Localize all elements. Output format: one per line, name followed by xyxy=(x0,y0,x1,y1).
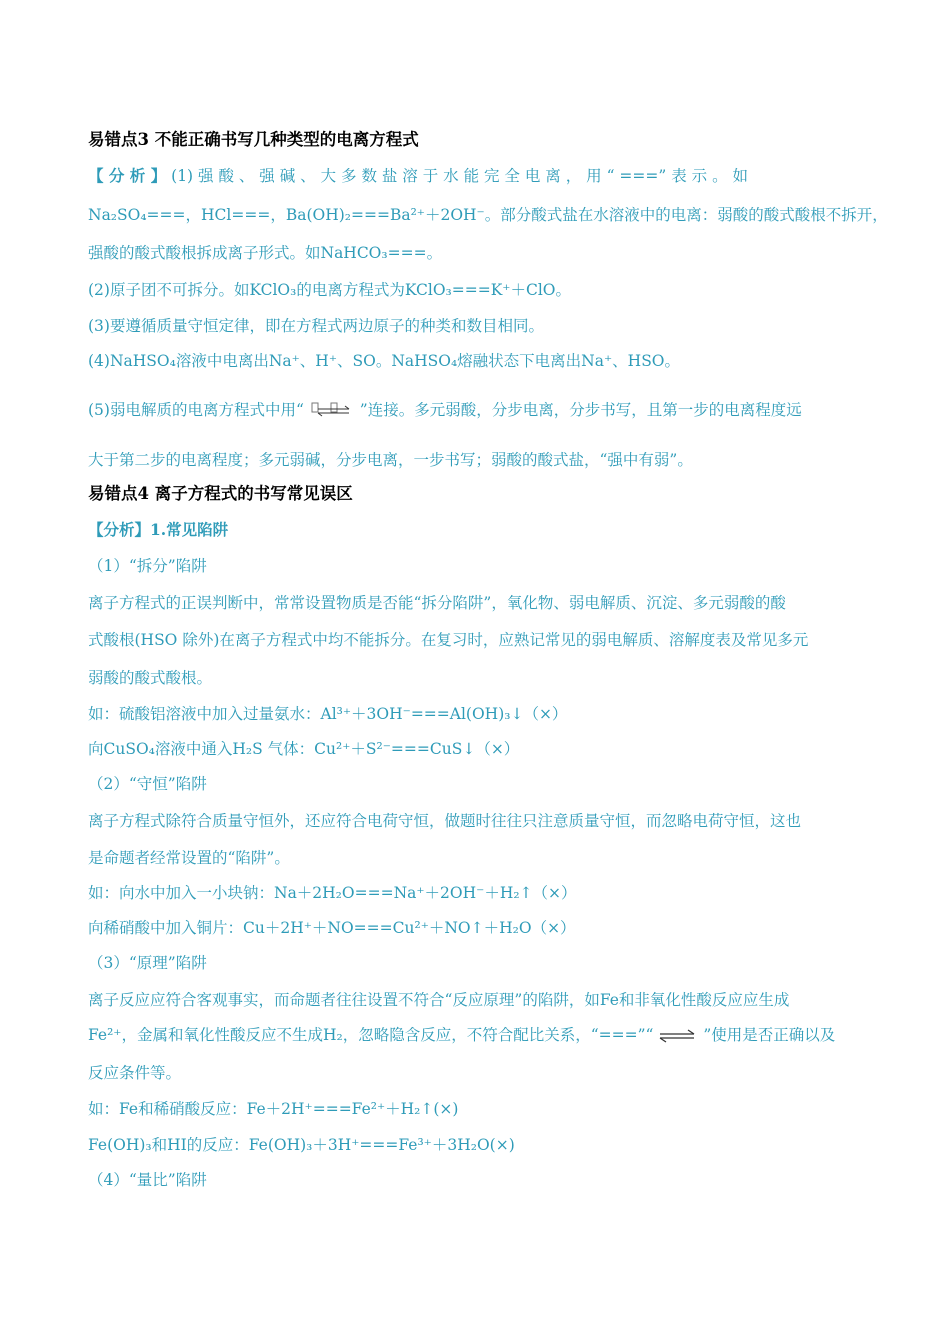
paragraph-2: (2)原子团不可拆分。如KClO₃的电离方程式为KClO₃===K⁺＋ClO。 xyxy=(88,281,572,299)
trap-3-line-1: 离子反应应符合客观事实，而命题者往往设置不符合“反应原理”的陷阱，如Fe和非氧化性酸反应应生成 xyxy=(88,991,790,1009)
trap-3-line-3: 反应条件等。 xyxy=(88,1064,182,1082)
paragraph-3: (3)要遵循质量守恒定律，即在方程式两边原子的种类和数目相同。 xyxy=(88,317,544,335)
trap-3-line-2-text-b: ”使用是否正确以及 xyxy=(703,1026,836,1044)
trap-3-line-2 xyxy=(88,1025,835,1045)
section-heading-4: 易错点4 离子方程式的书写常见误区 xyxy=(88,484,353,503)
trap-3-line-2-text-a: Fe²⁺，金属和氧化性酸反应不生成H₂，忽略隐含反应，不符合配比关系，“===”“ xyxy=(88,1026,654,1044)
paragraph-4: (4)NaHSO₄溶液中电离出Na⁺、H⁺、SO。NaHSO₄熔融状态下电离出Na⁺、HSO。 xyxy=(88,352,681,370)
trap-3-example-1: 如：Fe和稀硝酸反应：Fe＋2H⁺===Fe²⁺＋H₂↑(×) xyxy=(88,1100,459,1118)
trap-2-example-2: 向稀硝酸中加入铜片：Cu＋2H⁺＋NO===Cu²⁺＋NO↑＋H₂O（×） xyxy=(88,919,576,937)
reversible-arrow-icon xyxy=(309,400,355,422)
equilibrium-arrow-icon xyxy=(658,1029,698,1043)
trap-2-line-2: 是命题者经常设置的“陷阱”。 xyxy=(88,849,290,867)
paragraph-1-line-1 xyxy=(88,166,748,186)
trap-4-title: （4）“量比”陷阱 xyxy=(88,1171,207,1189)
trap-1-line-3: 弱酸的酸式酸根。 xyxy=(88,669,213,687)
trap-1-line-1: 离子方程式的正误判断中，常常设置物质是否能“拆分陷阱”，氧化物、弱电解质、沉淀、多元弱酸的酸 xyxy=(88,594,786,612)
paragraph-1-line-2: Na₂SO₄===，HCl===，Ba(OH)₂===Ba²⁺＋2OH⁻。部分酸式盐在水溶液中的电离：弱酸的酸式酸根不拆开， xyxy=(88,206,888,224)
trap-2-line-1: 离子方程式除符合质量守恒外，还应符合电荷守恒，做题时往往只注意质量守恒，而忽略电荷守恒，这也 xyxy=(88,812,802,830)
analysis-tag: 【 分 析 】 xyxy=(88,166,167,185)
trap-2-example-1: 如：向水中加入一小块钠：Na＋2H₂O===Na⁺＋2OH⁻＋H₂↑（×） xyxy=(88,884,577,902)
paragraph-1-text: (1) 强 酸 、 强 碱 、 大 多 数 盐 溶 于 水 能 完 全 电 离 ， 用 “ ===” 表 示 。 如 xyxy=(171,167,749,185)
section-heading-3: 易错点3 不能正确书写几种类型的电离方程式 xyxy=(88,130,419,149)
paragraph-5-line-2: 大于第二步的电离程度；多元弱碱，分步电离，一步书写；弱酸的酸式盐，“强中有弱”。 xyxy=(88,451,693,469)
paragraph-5-text-a: (5)弱电解质的电离方程式中用“ xyxy=(88,401,304,419)
trap-2-title: （2）“守恒”陷阱 xyxy=(88,775,207,793)
trap-3-example-2: Fe(OH)₃和HI的反应：Fe(OH)₃＋3H⁺===Fe³⁺＋3H₂O(×) xyxy=(88,1136,515,1154)
paragraph-5-line-1 xyxy=(88,400,802,422)
trap-1-line-2: 式酸根(HSO 除外)在离子方程式中均不能拆分。在复习时，应熟记常见的弱电解质、溶解度表及常见多元 xyxy=(88,631,809,649)
paragraph-1-line-3: 强酸的酸式酸根拆成离子形式。如NaHCO₃===。 xyxy=(88,244,443,262)
trap-3-title: （3）“原理”陷阱 xyxy=(88,954,207,972)
trap-1-title: （1）“拆分”陷阱 xyxy=(88,557,207,575)
analysis-heading: 【分析】1.常见陷阱 xyxy=(88,520,229,539)
paragraph-5-text-b: ”连接。多元弱酸，分步电离，分步书写，且第一步的电离程度远 xyxy=(359,401,802,419)
trap-1-example-2: 向CuSO₄溶液中通入H₂S 气体：Cu²⁺＋S²⁻===CuS↓（×） xyxy=(88,740,520,758)
trap-1-example-1: 如：硫酸铝溶液中加入过量氨水：Al³⁺＋3OH⁻===Al(OH)₃↓（×） xyxy=(88,705,568,723)
